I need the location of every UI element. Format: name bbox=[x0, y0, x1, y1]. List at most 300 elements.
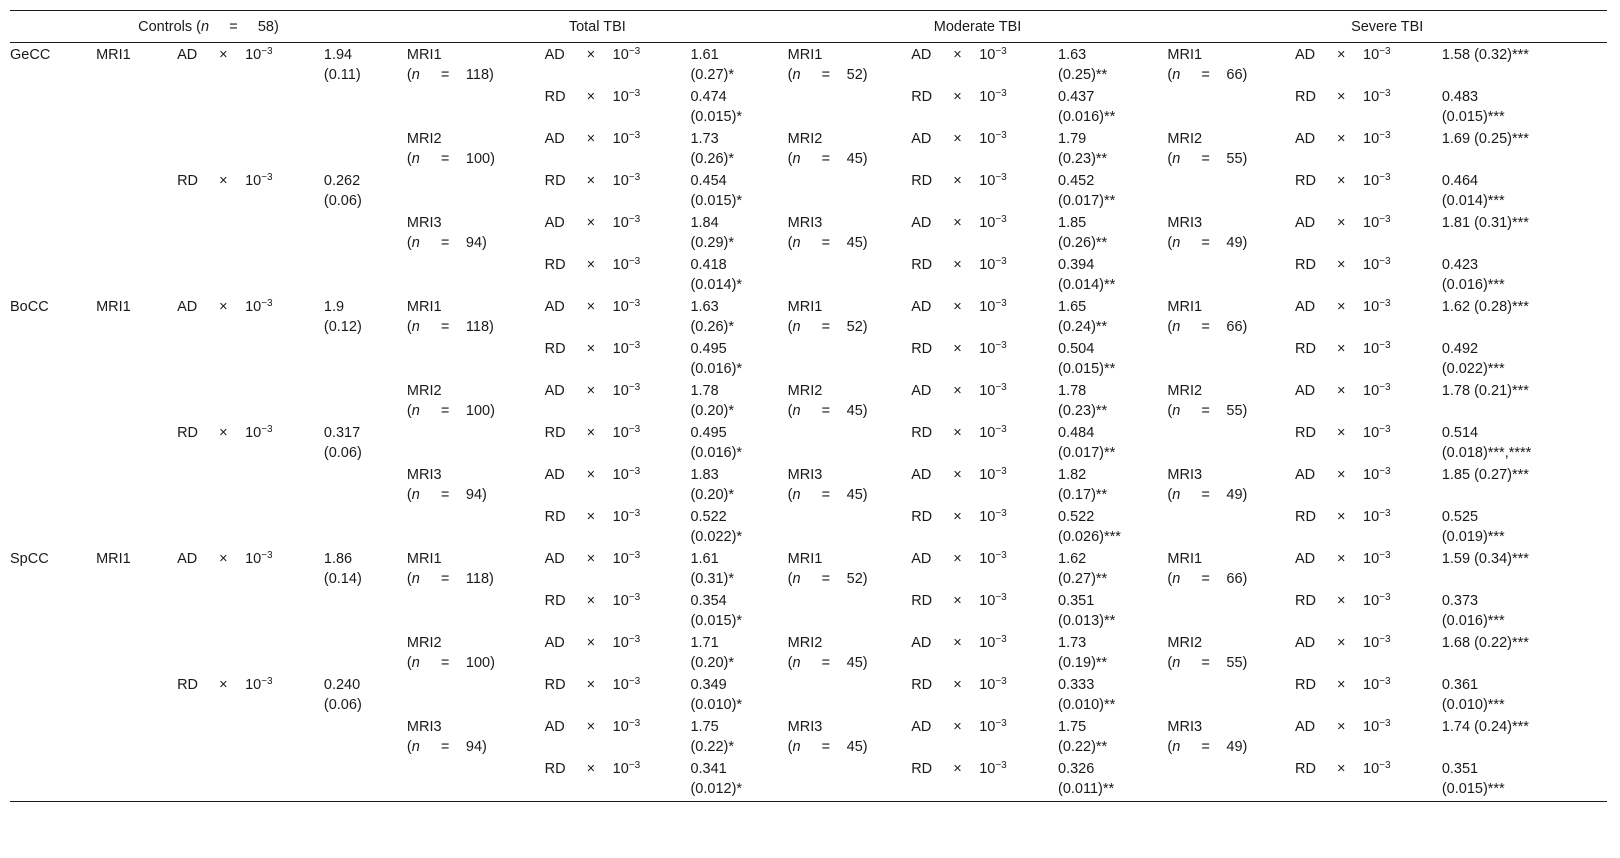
measure-label: AD bbox=[911, 131, 932, 147]
measure-label: RD bbox=[1295, 593, 1316, 609]
unit-factor: $10^{-3}$ bbox=[612, 214, 641, 231]
times-symbol: × bbox=[586, 509, 596, 525]
unit-factor: $10^{-3}$ bbox=[245, 298, 273, 315]
table-row bbox=[10, 213, 1607, 255]
unit-factor: $10^{-3}$ bbox=[612, 718, 641, 735]
times-symbol: × bbox=[219, 551, 228, 567]
sample-size: 45) bbox=[846, 151, 868, 167]
times-symbol: × bbox=[953, 257, 962, 273]
times-symbol: × bbox=[586, 635, 596, 651]
times-symbol: × bbox=[953, 677, 962, 693]
times-symbol: × bbox=[1337, 89, 1346, 105]
unit-factor: $10^{-3}$ bbox=[979, 424, 1007, 441]
times-symbol: × bbox=[953, 215, 962, 231]
times-symbol: × bbox=[586, 173, 596, 189]
total-value: 0.495 (0.016)* bbox=[690, 425, 743, 461]
total-measure bbox=[545, 339, 691, 381]
control-measure-ad bbox=[177, 549, 324, 591]
moderate-value: 1.63 (0.25)** bbox=[1058, 47, 1108, 83]
unit-factor: $10^{-3}$ bbox=[1363, 676, 1391, 693]
times-symbol: × bbox=[1337, 131, 1346, 147]
unit-factor: $10^{-3}$ bbox=[612, 130, 641, 147]
measure-label: AD bbox=[1295, 299, 1316, 315]
severe-value: 0.351 (0.015)*** bbox=[1442, 759, 1607, 802]
severe-value: 1.81 (0.31)*** bbox=[1441, 215, 1529, 231]
timepoint-label: MRI2 bbox=[406, 131, 442, 147]
measure-label: RD bbox=[544, 761, 566, 777]
times-symbol: × bbox=[219, 173, 228, 189]
timepoint-label: MRI3 bbox=[1167, 467, 1203, 483]
measure-label: RD bbox=[1295, 341, 1316, 357]
control-measure-ad bbox=[177, 43, 324, 88]
times-symbol: × bbox=[953, 551, 962, 567]
measure-label: AD bbox=[544, 719, 565, 735]
timepoint-label: MRI1 bbox=[406, 551, 442, 567]
table-row bbox=[10, 717, 1607, 759]
total-value: 0.522 (0.022)* bbox=[690, 509, 743, 545]
table-row bbox=[10, 465, 1607, 507]
total-timepoint: MRI3 (n = 94) bbox=[407, 213, 545, 255]
unit-factor: $10^{-3}$ bbox=[979, 592, 1007, 609]
total-measure bbox=[545, 213, 691, 255]
sample-size: 49) bbox=[1226, 235, 1248, 251]
times-symbol: × bbox=[953, 761, 962, 777]
total-measure bbox=[545, 255, 691, 297]
unit-factor: $10^{-3}$ bbox=[245, 172, 273, 189]
moderate-value: 1.78 (0.23)** bbox=[1058, 383, 1108, 419]
total-measure bbox=[545, 87, 691, 129]
timepoint-label: MRI3 bbox=[787, 467, 823, 483]
timepoint-label: MRI2 bbox=[787, 635, 823, 651]
region-label: BoCC bbox=[10, 299, 49, 315]
moderate-value: 0.333 (0.010)** bbox=[1058, 677, 1116, 713]
sample-size: 45) bbox=[846, 655, 868, 671]
severe-value: 0.464 (0.014)*** bbox=[1441, 173, 1505, 209]
sample-size: 66) bbox=[1226, 67, 1248, 83]
measure-label: RD bbox=[1295, 509, 1316, 525]
measure-label: AD bbox=[1295, 635, 1316, 651]
times-symbol: × bbox=[1337, 719, 1346, 735]
measure-label: AD bbox=[911, 299, 932, 315]
total-value: 0.474 (0.015)* bbox=[690, 89, 743, 125]
severe-measure bbox=[1295, 381, 1442, 423]
moderate-value: 1.65 (0.24)** bbox=[1058, 299, 1108, 335]
times-symbol: × bbox=[953, 719, 962, 735]
timepoint-label: MRI2 bbox=[406, 383, 442, 399]
unit-factor: $10^{-3}$ bbox=[1363, 88, 1391, 105]
table-row bbox=[10, 549, 1607, 591]
moderate-measure bbox=[911, 381, 1058, 423]
measure-label: AD bbox=[911, 719, 932, 735]
table-row bbox=[10, 507, 1607, 549]
measure-label: RD bbox=[1295, 425, 1316, 441]
moderate-value: 1.73 (0.19)** bbox=[1058, 635, 1108, 671]
total-value: 0.495 (0.016)* bbox=[690, 341, 743, 377]
region-label: SpCC bbox=[10, 551, 49, 567]
timepoint-label: MRI3 bbox=[787, 719, 823, 735]
moderate-measure bbox=[911, 43, 1058, 88]
moderate-value: 1.75 (0.22)** bbox=[1058, 719, 1108, 755]
dti-results-table bbox=[10, 10, 1607, 802]
times-symbol: × bbox=[586, 719, 596, 735]
unit-factor: $10^{-3}$ bbox=[612, 88, 641, 105]
unit-factor: $10^{-3}$ bbox=[1363, 508, 1391, 525]
measure-label: RD bbox=[911, 173, 933, 189]
measure-label: AD bbox=[1295, 719, 1316, 735]
unit-factor: $10^{-3}$ bbox=[1363, 424, 1391, 441]
total-value: 1.84 (0.29)* bbox=[690, 215, 734, 251]
moderate-value: 1.82 (0.17)** bbox=[1058, 467, 1108, 503]
unit-factor: $10^{-3}$ bbox=[245, 424, 273, 441]
measure-label: RD bbox=[1295, 89, 1316, 105]
measure-label: RD bbox=[544, 341, 566, 357]
timepoint-label: MRI1 bbox=[1167, 47, 1203, 63]
severe-timepoint: MRI1 (n = 66) bbox=[1167, 43, 1295, 88]
times-symbol: × bbox=[586, 677, 596, 693]
sample-size: 45) bbox=[846, 487, 868, 503]
times-symbol: × bbox=[953, 173, 962, 189]
measure-label: RD bbox=[544, 677, 566, 693]
times-symbol: × bbox=[586, 467, 596, 483]
sample-size: 66) bbox=[1226, 571, 1248, 587]
unit-factor: $10^{-3}$ bbox=[612, 424, 641, 441]
severe-measure bbox=[1295, 423, 1442, 465]
times-symbol: × bbox=[1337, 215, 1346, 231]
moderate-timepoint: MRI2 (n = 45) bbox=[788, 633, 912, 675]
moderate-timepoint: MRI1 (n = 52) bbox=[788, 43, 912, 88]
times-symbol: × bbox=[1337, 341, 1346, 357]
times-symbol: × bbox=[953, 425, 962, 441]
control-measure-rd bbox=[177, 675, 324, 717]
severe-timepoint: MRI2 (n = 55) bbox=[1167, 381, 1295, 423]
table-row bbox=[10, 759, 1607, 802]
unit-factor: $10^{-3}$ bbox=[612, 382, 641, 399]
moderate-value: 0.452 (0.017)** bbox=[1058, 173, 1116, 209]
times-symbol: × bbox=[1337, 467, 1346, 483]
unit-factor: $10^{-3}$ bbox=[979, 46, 1007, 63]
times-symbol: × bbox=[586, 551, 596, 567]
sample-size: 49) bbox=[1226, 487, 1248, 503]
unit-factor: $10^{-3}$ bbox=[612, 634, 641, 651]
moderate-value: 0.504 (0.015)** bbox=[1058, 341, 1116, 377]
table-row bbox=[10, 339, 1607, 381]
total-measure bbox=[545, 507, 691, 549]
unit-factor: $10^{-3}$ bbox=[612, 340, 641, 357]
times-symbol: × bbox=[1337, 257, 1346, 273]
measure-label: RD bbox=[1295, 677, 1316, 693]
times-symbol: × bbox=[1337, 47, 1346, 63]
measure-label: RD bbox=[911, 257, 933, 273]
measure-label: RD bbox=[1295, 257, 1316, 273]
measure-label: AD bbox=[177, 299, 198, 315]
timepoint-label: MRI2 bbox=[406, 635, 442, 651]
times-symbol: × bbox=[219, 677, 228, 693]
severe-value: 1.74 (0.24)*** bbox=[1441, 719, 1529, 735]
severe-measure bbox=[1295, 339, 1442, 381]
moderate-timepoint: MRI1 (n = 52) bbox=[788, 297, 912, 339]
table-row bbox=[10, 43, 1607, 88]
total-measure bbox=[545, 43, 691, 88]
times-symbol: × bbox=[953, 383, 962, 399]
severe-value: 1.62 (0.28)*** bbox=[1441, 299, 1529, 315]
moderate-value: 1.62 (0.27)** bbox=[1058, 551, 1108, 587]
total-measure bbox=[545, 549, 691, 591]
severe-timepoint: MRI3 (n = 49) bbox=[1167, 465, 1295, 507]
sample-size: 52) bbox=[846, 571, 868, 587]
sample-size: 118) bbox=[465, 67, 494, 83]
total-timepoint: MRI2 (n = 100) bbox=[407, 381, 545, 423]
moderate-value: 1.79 (0.23)** bbox=[1058, 131, 1108, 167]
severe-measure bbox=[1295, 465, 1442, 507]
severe-value: 0.361 (0.010)*** bbox=[1441, 677, 1505, 713]
unit-factor: $10^{-3}$ bbox=[979, 340, 1007, 357]
control-rd-value: 0.317 (0.06) bbox=[323, 425, 362, 461]
total-value: 0.349 (0.010)* bbox=[690, 677, 743, 713]
sample-size: 94) bbox=[465, 739, 487, 755]
unit-factor: $10^{-3}$ bbox=[612, 298, 641, 315]
timepoint-label: MRI3 bbox=[406, 215, 442, 231]
table-row bbox=[10, 129, 1607, 171]
sample-size: 94) bbox=[465, 487, 487, 503]
times-symbol: × bbox=[1337, 677, 1346, 693]
sample-size: 55) bbox=[1226, 655, 1248, 671]
times-symbol: × bbox=[586, 299, 596, 315]
moderate-measure bbox=[911, 423, 1058, 465]
timepoint-label: MRI2 bbox=[787, 383, 823, 399]
control-rd-value: 0.262 (0.06) bbox=[323, 173, 362, 209]
moderate-measure bbox=[911, 549, 1058, 591]
moderate-measure bbox=[911, 591, 1058, 633]
severe-value: 0.514 (0.018)***,**** bbox=[1441, 425, 1532, 461]
times-symbol: × bbox=[1337, 761, 1346, 777]
unit-factor: $10^{-3}$ bbox=[612, 256, 641, 273]
measure-label: AD bbox=[177, 47, 198, 63]
measure-label: AD bbox=[911, 383, 932, 399]
unit-factor: $10^{-3}$ bbox=[1363, 592, 1391, 609]
severe-measure bbox=[1295, 255, 1442, 297]
table-row bbox=[10, 591, 1607, 633]
measure-label: AD bbox=[1295, 215, 1316, 231]
times-symbol: × bbox=[586, 341, 596, 357]
moderate-value: 0.326 (0.011)** bbox=[1058, 759, 1167, 802]
measure-label: RD bbox=[911, 89, 933, 105]
total-measure bbox=[545, 171, 691, 213]
severe-value: 1.78 (0.21)*** bbox=[1441, 383, 1529, 399]
unit-factor: $10^{-3}$ bbox=[979, 676, 1007, 693]
measure-label: AD bbox=[911, 635, 932, 651]
timepoint-label: MRI1 bbox=[787, 47, 823, 63]
timepoint-label: MRI1 bbox=[406, 47, 442, 63]
moderate-measure bbox=[911, 717, 1058, 759]
moderate-timepoint: MRI3 (n = 45) bbox=[788, 213, 912, 255]
moderate-value: 0.394 (0.014)** bbox=[1058, 257, 1116, 293]
severe-measure bbox=[1295, 213, 1442, 255]
table-row bbox=[10, 87, 1607, 129]
severe-timepoint: MRI2 (n = 55) bbox=[1167, 129, 1295, 171]
table-row bbox=[10, 423, 1607, 465]
measure-label: RD bbox=[911, 341, 933, 357]
times-symbol: × bbox=[953, 635, 962, 651]
total-timepoint: MRI3 (n = 94) bbox=[407, 717, 545, 759]
measure-label: RD bbox=[1295, 173, 1316, 189]
unit-factor: $10^{-3}$ bbox=[1363, 760, 1391, 777]
timepoint-label: MRI1 bbox=[787, 299, 823, 315]
severe-timepoint: MRI3 (n = 49) bbox=[1167, 213, 1295, 255]
measure-label: AD bbox=[177, 551, 198, 567]
sample-size: 49) bbox=[1226, 739, 1248, 755]
unit-factor: $10^{-3}$ bbox=[979, 88, 1007, 105]
total-value: 0.454 (0.015)* bbox=[690, 173, 743, 209]
timepoint-label: MRI1 bbox=[1167, 299, 1203, 315]
timepoint-label: MRI3 bbox=[1167, 215, 1203, 231]
measure-label: AD bbox=[1295, 467, 1316, 483]
measure-label: AD bbox=[1295, 383, 1316, 399]
moderate-tbi-header: Moderate TBI bbox=[788, 11, 1168, 43]
table-row bbox=[10, 381, 1607, 423]
unit-factor: $10^{-3}$ bbox=[612, 676, 641, 693]
severe-value: 1.69 (0.25)*** bbox=[1441, 131, 1529, 147]
total-measure bbox=[545, 297, 691, 339]
unit-factor: $10^{-3}$ bbox=[1363, 382, 1391, 399]
timepoint-label: MRI2 bbox=[1167, 383, 1203, 399]
moderate-value: 1.85 (0.26)** bbox=[1058, 215, 1108, 251]
severe-measure bbox=[1295, 507, 1442, 549]
unit-factor: $10^{-3}$ bbox=[979, 760, 1007, 777]
severe-measure bbox=[1295, 171, 1442, 213]
measure-label: RD bbox=[177, 173, 199, 189]
times-symbol: × bbox=[953, 47, 962, 63]
total-measure bbox=[545, 717, 691, 759]
measure-label: AD bbox=[911, 215, 932, 231]
severe-value: 1.68 (0.22)*** bbox=[1441, 635, 1529, 651]
severe-measure bbox=[1295, 549, 1442, 591]
unit-factor: $10^{-3}$ bbox=[1363, 172, 1391, 189]
sample-size: 118) bbox=[465, 571, 494, 587]
total-value: 0.418 (0.014)* bbox=[690, 257, 743, 293]
table-row bbox=[10, 297, 1607, 339]
moderate-measure bbox=[911, 213, 1058, 255]
sample-size: 100) bbox=[465, 403, 495, 419]
control-ad-value: 1.9 (0.12) bbox=[323, 299, 362, 335]
measure-label: AD bbox=[544, 215, 565, 231]
measure-label: RD bbox=[911, 425, 933, 441]
measure-label: RD bbox=[544, 257, 566, 273]
measure-label: AD bbox=[911, 467, 932, 483]
severe-measure bbox=[1295, 129, 1442, 171]
moderate-measure bbox=[911, 171, 1058, 213]
moderate-timepoint: MRI3 (n = 45) bbox=[788, 465, 912, 507]
sample-size: 94) bbox=[465, 235, 487, 251]
total-value: 1.61 (0.31)* bbox=[690, 551, 734, 587]
control-measure-rd bbox=[177, 171, 324, 213]
severe-tbi-header: Severe TBI bbox=[1167, 11, 1607, 43]
severe-measure bbox=[1295, 297, 1442, 339]
table-body bbox=[10, 43, 1607, 802]
times-symbol: × bbox=[1337, 551, 1346, 567]
region-label: GeCC bbox=[10, 47, 51, 63]
sample-size: 52) bbox=[846, 319, 868, 335]
sample-size: 55) bbox=[1226, 151, 1248, 167]
unit-factor: $10^{-3}$ bbox=[1363, 466, 1391, 483]
times-symbol: × bbox=[586, 215, 596, 231]
times-symbol: × bbox=[586, 425, 596, 441]
unit-factor: $10^{-3}$ bbox=[1363, 718, 1391, 735]
times-symbol: × bbox=[586, 131, 596, 147]
timepoint-label: MRI2 bbox=[1167, 635, 1203, 651]
measure-label: RD bbox=[544, 173, 566, 189]
moderate-timepoint: MRI3 (n = 45) bbox=[788, 717, 912, 759]
moderate-measure bbox=[911, 633, 1058, 675]
table-row bbox=[10, 171, 1607, 213]
times-symbol: × bbox=[1337, 593, 1346, 609]
times-symbol: × bbox=[219, 47, 228, 63]
times-symbol: × bbox=[953, 467, 962, 483]
total-measure bbox=[545, 129, 691, 171]
measure-label: AD bbox=[544, 47, 565, 63]
unit-factor: $10^{-3}$ bbox=[612, 508, 641, 525]
times-symbol: × bbox=[953, 131, 962, 147]
times-symbol: × bbox=[586, 89, 596, 105]
severe-value: 1.85 (0.27)*** bbox=[1441, 467, 1529, 483]
control-timepoint: MRI1 bbox=[96, 551, 131, 567]
severe-value: 0.373 (0.016)*** bbox=[1441, 593, 1505, 629]
measure-label: AD bbox=[544, 467, 565, 483]
table-row bbox=[10, 675, 1607, 717]
moderate-value: 0.351 (0.013)** bbox=[1058, 593, 1116, 629]
unit-factor: $10^{-3}$ bbox=[1363, 298, 1391, 315]
unit-factor: $10^{-3}$ bbox=[979, 634, 1007, 651]
moderate-measure bbox=[911, 297, 1058, 339]
moderate-value: 0.484 (0.017)** bbox=[1058, 425, 1116, 461]
measure-label: RD bbox=[177, 425, 199, 441]
times-symbol: × bbox=[1337, 383, 1346, 399]
table-row bbox=[10, 633, 1607, 675]
times-symbol: × bbox=[1337, 173, 1346, 189]
times-symbol: × bbox=[586, 593, 596, 609]
header-row bbox=[10, 11, 1607, 43]
total-timepoint: MRI1 (n = 118) bbox=[407, 297, 545, 339]
measure-label: RD bbox=[911, 509, 933, 525]
total-measure bbox=[545, 675, 691, 717]
moderate-measure bbox=[911, 339, 1058, 381]
total-value: 1.71 (0.20)* bbox=[690, 635, 734, 671]
unit-factor: $10^{-3}$ bbox=[979, 382, 1007, 399]
moderate-measure bbox=[911, 759, 1058, 802]
total-value: 1.83 (0.20)* bbox=[690, 467, 734, 503]
moderate-timepoint: MRI2 (n = 45) bbox=[788, 129, 912, 171]
unit-factor: $10^{-3}$ bbox=[979, 508, 1007, 525]
total-measure bbox=[545, 465, 691, 507]
measure-label: RD bbox=[544, 89, 566, 105]
measure-label: AD bbox=[911, 551, 932, 567]
timepoint-label: MRI1 bbox=[1167, 551, 1203, 567]
unit-factor: $10^{-3}$ bbox=[612, 466, 641, 483]
unit-factor: $10^{-3}$ bbox=[979, 550, 1007, 567]
sample-size: 66) bbox=[1226, 319, 1248, 335]
timepoint-label: MRI1 bbox=[406, 299, 442, 315]
times-symbol: × bbox=[1337, 635, 1346, 651]
unit-factor: $10^{-3}$ bbox=[979, 130, 1007, 147]
total-timepoint: MRI2 (n = 100) bbox=[407, 129, 545, 171]
controls-header: Controls (n = 58) bbox=[10, 11, 407, 43]
total-value: 1.61 (0.27)* bbox=[690, 47, 734, 83]
moderate-measure bbox=[911, 675, 1058, 717]
total-measure bbox=[545, 759, 691, 802]
times-symbol: × bbox=[953, 341, 962, 357]
severe-timepoint: MRI2 (n = 55) bbox=[1167, 633, 1295, 675]
times-symbol: × bbox=[953, 593, 962, 609]
unit-factor: $10^{-3}$ bbox=[979, 718, 1007, 735]
